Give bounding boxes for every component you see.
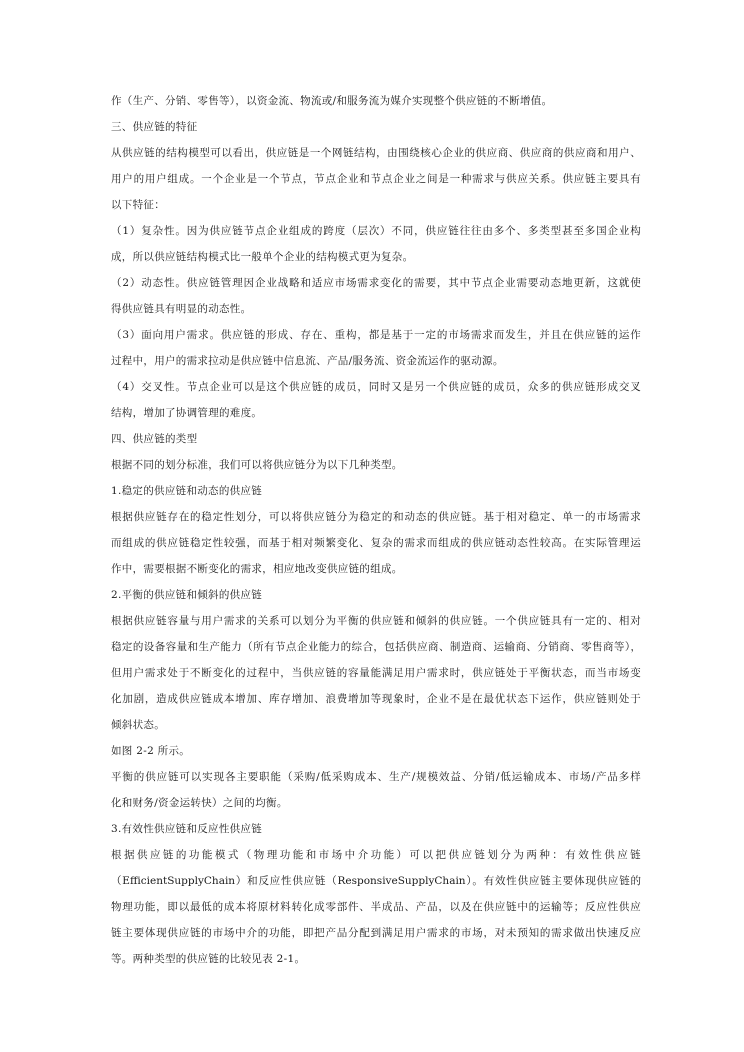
text-line: （2）动态性。供应链管理因企业战略和适应市场需求变化的需要，其中节点企业需要动态地更新，这就使 bbox=[111, 277, 641, 289]
text-line: 平衡的供应链可以实现各主要职能（采购/低采购成本、生产/规模效益、分销/低运输成本、市场/产品多样 bbox=[111, 771, 641, 783]
text-line: 根据供应链存在的稳定性划分，可以将供应链分为稳定的和动态的供应链。基于相对稳定、单一的市场需求 bbox=[111, 511, 641, 523]
text-line: 以下特征： bbox=[111, 199, 165, 211]
text-line: 作中，需要根据不断变化的需求，相应地改变供应链的组成。 bbox=[111, 563, 403, 575]
text-line: 根据供应链容量与用户需求的关系可以划分为平衡的供应链和倾斜的供应链。一个供应链具有一定的、相对 bbox=[111, 615, 641, 627]
text-line: 结构，增加了协调管理的难度。 bbox=[111, 407, 263, 419]
text-line: 倾斜状态。 bbox=[111, 719, 165, 731]
text-line: 而组成的供应链稳定性较强，而基于相对频繁变化、复杂的需求而组成的供应链动态性较高。在实际管理运 bbox=[111, 537, 641, 549]
text-line: 稳定的设备容量和生产能力（所有节点企业能力的综合，包括供应商、制造商、运输商、分销商、零售商等）， bbox=[111, 641, 641, 653]
section-heading: 四、供应链的类型 bbox=[111, 433, 198, 445]
text-line: 用户的用户组成。一个企业是一个节点，节点企业和节点企业之间是一种需求与供应关系。供应链主要具有 bbox=[111, 173, 641, 185]
subsection-heading: 3.有效性供应链和反应性供应链 bbox=[111, 823, 263, 835]
text-line: 化和财务/资金运转快）之间的均衡。 bbox=[111, 797, 288, 809]
document-body bbox=[111, 88, 641, 972]
text-line: （1）复杂性。因为供应链节点企业组成的跨度（层次）不同，供应链往往由多个、多类型甚至多国企业构 bbox=[111, 225, 641, 237]
text-line: 但用户需求处于不断变化的过程中，当供应链的容量能满足用户需求时，供应链处于平衡状态，而当市场变 bbox=[111, 667, 641, 679]
text-line: 成，所以供应链结构模式比一般单个企业的结构模式更为复杂。 bbox=[111, 251, 414, 263]
text-line: 如图 2-2 所示。 bbox=[111, 745, 191, 757]
text-line: 等。两种类型的供应链的比较见表 2-1。 bbox=[111, 953, 306, 965]
text-line: （3）面向用户需求。供应链的形成、存在、重构，都是基于一定的市场需求而发生，并且在供应链的运作 bbox=[111, 329, 641, 341]
text-line: 从供应链的结构模型可以看出，供应链是一个网链结构，由围绕核心企业的供应商、供应商的供应商和用户、 bbox=[111, 147, 641, 159]
subsection-heading: 1.稳定的供应链和动态的供应链 bbox=[111, 485, 263, 497]
subsection-heading: 2.平衡的供应链和倾斜的供应链 bbox=[111, 589, 263, 601]
text-line: （EfficientSupplyChain）和反应性供应链（ResponsiveSupplyChain）。有效性供应链主要体现供应链的 bbox=[111, 875, 641, 887]
text-line: （4）交叉性。节点企业可以是这个供应链的成员，同时又是另一个供应链的成员，众多的供应链形成交叉 bbox=[111, 381, 641, 393]
text-line: 物理功能，即以最低的成本将原材料转化成零部件、半成品、产品，以及在供应链中的运输等；反应性供应 bbox=[111, 901, 641, 913]
text-line: 链主要体现供应链的市场中介的功能，即把产品分配到满足用户需求的市场，对未预知的需求做出快速反应 bbox=[111, 927, 641, 939]
text-line: 根据供应链的功能模式（物理功能和市场中介功能）可以把供应链划分为两种：有效性供应链 bbox=[111, 849, 641, 861]
text-line: 得供应链具有明显的动态性。 bbox=[111, 303, 252, 315]
section-heading: 三、供应链的特征 bbox=[111, 121, 198, 133]
text-line: 根据不同的划分标准，我们可以将供应链分为以下几种类型。 bbox=[111, 459, 403, 471]
text-line: 化加剧，造成供应链成本增加、库存增加、浪费增加等现象时，企业不是在最优状态下运作，供应链则处于 bbox=[111, 693, 641, 705]
text-line: 作（生产、分销、零售等），以资金流、物流或/和服务流为媒介实现整个供应链的不断增值。 bbox=[111, 95, 553, 107]
text-line: 过程中，用户的需求拉动是供应链中信息流、产品/服务流、资金流运作的驱动源。 bbox=[111, 355, 504, 367]
